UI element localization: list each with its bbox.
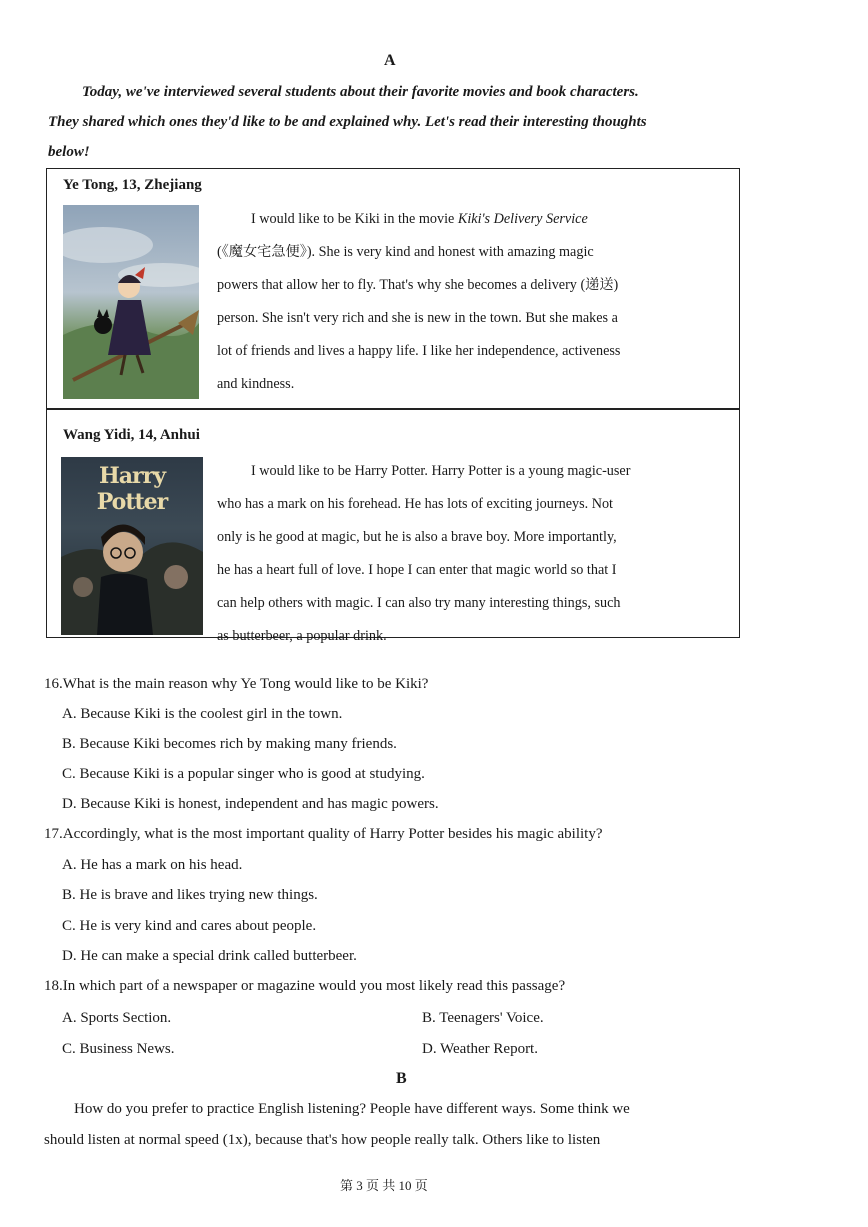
- question-17: 17.Accordingly, what is the most important quality of Harry Potter besides his magic ability?: [44, 826, 603, 842]
- section-b-heading: B: [396, 1070, 407, 1087]
- entry-line: (《魔女宅急便》). She is very kind and honest with amazing magic: [217, 244, 594, 260]
- entry-line: person. She isn't very rich and she is new in the town. But she makes a: [217, 310, 618, 326]
- section-b-line-2: should listen at normal speed (1x), because that's how people really talk. Others like to listen: [44, 1132, 601, 1148]
- entry-line: lot of friends and lives a happy life. I like her independence, activeness: [217, 343, 621, 359]
- entry-name: Ye Tong, 13, Zhejiang: [63, 177, 202, 193]
- harry-potter-cover-icon: [61, 457, 203, 635]
- section-a-heading: A: [384, 52, 396, 69]
- option-18b: B. Teenagers' Voice.: [422, 1010, 544, 1026]
- option-17c: C. He is very kind and cares about people.: [62, 918, 317, 934]
- intro-line-3: below!: [48, 144, 90, 160]
- intro-line-1: Today, we've interviewed several students about their favorite movies and book characters.: [82, 84, 639, 100]
- option-16b: B. Because Kiki becomes rich by making many friends.: [62, 736, 397, 752]
- option-17b: B. He is brave and likes trying new things.: [62, 887, 318, 903]
- question-16: 16.What is the main reason why Ye Tong would like to be Kiki?: [44, 676, 429, 692]
- option-16d: D. Because Kiki is honest, independent and has magic powers.: [62, 796, 439, 812]
- entry-text-ye-tong: [217, 203, 719, 401]
- entry-line: only is he good at magic, but he is also a brave boy. More importantly,: [217, 529, 617, 545]
- intro-line-2: They shared which ones they'd like to be and explained why. Let's read their interesting thoughts: [48, 114, 647, 130]
- cover-title: Harry Potter: [96, 463, 168, 515]
- option-18a: A. Sports Section.: [62, 1010, 172, 1026]
- page-number: 第 3 页 共 10 页: [340, 1178, 428, 1193]
- option-18d: D. Weather Report.: [422, 1041, 538, 1057]
- entry-text-wang-yidi: [217, 455, 729, 653]
- entry-name: Wang Yidi, 14, Anhui: [63, 427, 200, 443]
- option-16c: C. Because Kiki is a popular singer who is good at studying.: [62, 766, 425, 782]
- option-17a: A. He has a mark on his head.: [62, 857, 243, 873]
- entry-line: who has a mark on his forehead. He has lots of exciting journeys. Not: [217, 496, 613, 512]
- entry-line: he has a heart full of love. I hope I can enter that magic world so that I: [217, 562, 617, 578]
- entry-line: I would like to be Harry Potter. Harry Potter is a young magic-user: [251, 463, 631, 479]
- entry-line: and kindness.: [217, 376, 295, 392]
- section-b-line-1: How do you prefer to practice English listening? People have different ways. Some think we: [74, 1101, 630, 1117]
- entry-line: can help others with magic. I can also try many interesting things, such: [217, 595, 621, 611]
- entry-box-ye-tong: [46, 168, 740, 410]
- entry-line: as butterbeer, a popular drink.: [217, 628, 387, 644]
- entry-line: powers that allow her to fly. That's why she becomes a delivery (递送): [217, 277, 619, 293]
- movie-title: Kiki's Delivery Service: [457, 211, 588, 227]
- option-16a: A. Because Kiki is the coolest girl in the town.: [62, 706, 343, 722]
- option-18c: C. Business News.: [62, 1041, 175, 1057]
- question-18: 18.In which part of a newspaper or magazine would you most likely read this passage?: [44, 978, 566, 994]
- entry-line: I would like to be Kiki in the movie: [251, 211, 458, 227]
- entry-box-wang-yidi: [46, 408, 740, 644]
- kiki-illustration-icon: [63, 205, 199, 399]
- option-17d: D. He can make a special drink called butterbeer.: [62, 948, 357, 964]
